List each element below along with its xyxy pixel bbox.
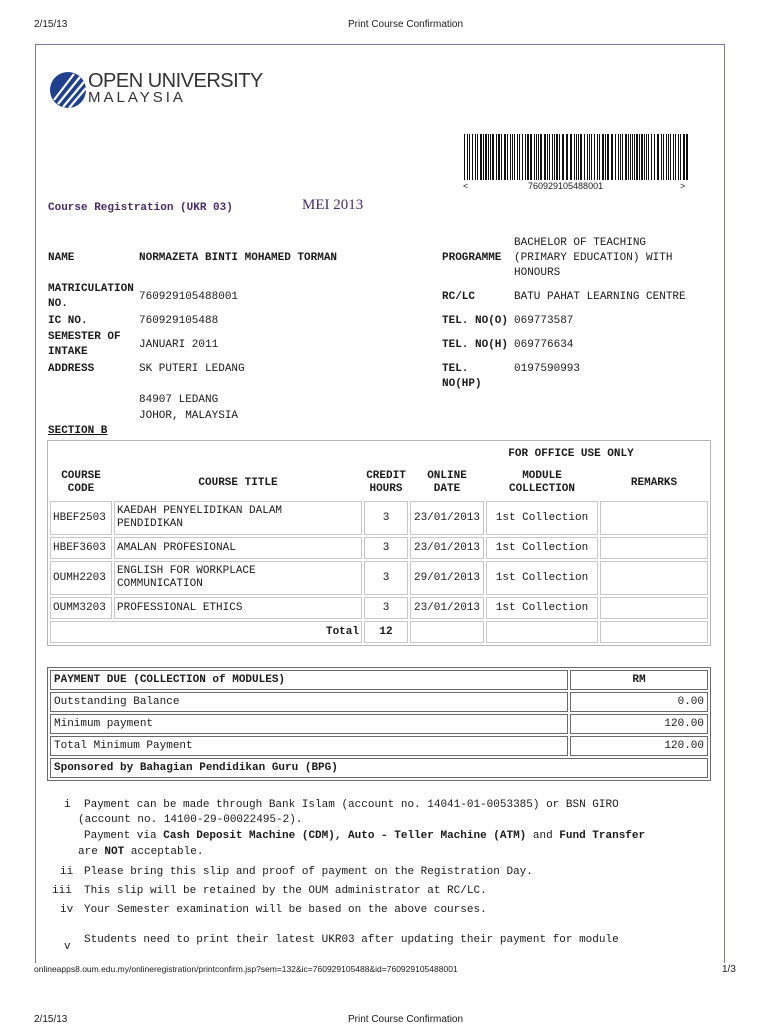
course-title-line-1: ENGLISH FOR WORKPLACE — [117, 565, 256, 577]
semester-label-2: INTAKE — [48, 346, 88, 358]
barcode-bar — [654, 134, 655, 180]
header-credit-1: CREDIT — [366, 470, 406, 482]
barcode-bar — [488, 134, 489, 180]
address-label: ADDRESS — [48, 363, 95, 375]
barcode-bar — [678, 134, 679, 180]
note-i-line3-a: Payment via — [84, 830, 164, 842]
barcode-bar — [648, 134, 649, 180]
table-row — [50, 561, 708, 595]
barcode-bar — [675, 134, 676, 180]
payment-value: 120.00 — [570, 714, 708, 734]
payment-row — [50, 714, 708, 734]
barcode-bar — [483, 134, 484, 180]
form-title: Course Registration (UKR 03) — [48, 202, 233, 214]
semester-value: JANUARI 2011 — [139, 339, 219, 351]
note-i-line4-a: are — [78, 846, 105, 858]
barcode-bar — [602, 134, 604, 180]
course-table — [47, 440, 711, 646]
course-code: OUMM3203 — [50, 597, 112, 619]
programme-value-2: (PRIMARY EDUCATION) WITH — [514, 252, 673, 264]
rclc-label: RC/LC — [442, 291, 476, 303]
note-i-line4 — [78, 845, 203, 859]
note-i-line1: Payment can be made through Bank Islam (account no. 14041-01-0053385) or BSN GIRO — [84, 799, 619, 811]
barcode-bar — [514, 134, 515, 180]
barcode-bar — [504, 134, 506, 180]
header-online-date-2: DATE — [433, 483, 461, 495]
note-i-line4-b: NOT — [104, 846, 125, 858]
course-module: 1st Collection — [486, 561, 598, 595]
barcode-bar — [472, 134, 473, 180]
barcode-bar — [641, 134, 643, 180]
barcode-bar — [544, 134, 546, 180]
barcode-bar — [517, 134, 518, 180]
barcode-bar — [507, 134, 508, 180]
payment-header-row — [50, 670, 708, 690]
course-remarks — [600, 501, 708, 535]
barcode-bar — [670, 134, 671, 180]
next-print-date: 2/15/13 — [34, 1014, 68, 1025]
logo-line1: OPEN UNIVERSITY — [88, 70, 263, 92]
course-code: HBEF3603 — [50, 537, 112, 559]
barcode-bar — [630, 134, 631, 180]
telo-value: 069773587 — [514, 315, 574, 327]
note-ii-text: Please bring this slip and proof of payment on the Registration Day. — [84, 866, 533, 878]
barcode-bar — [663, 134, 664, 180]
next-print-title: Print Course Confirmation — [348, 1014, 464, 1025]
course-credit: 3 — [364, 597, 408, 619]
header-module-1: MODULE — [522, 470, 562, 482]
barcode-bar — [496, 134, 497, 180]
course-online-date: 23/01/2013 — [410, 501, 484, 535]
barcode-bar — [530, 134, 532, 180]
payment-header-label: PAYMENT DUE (COLLECTION of MODULES) — [50, 670, 568, 690]
course-title-line-1: AMALAN PROFESIONAL — [117, 541, 236, 554]
course-remarks — [600, 561, 708, 595]
address-line-1: SK PUTERI LEDANG — [139, 363, 245, 375]
barcode-bar — [554, 134, 555, 180]
barcode-bar — [594, 134, 595, 180]
note-iii-number: iii — [52, 885, 72, 897]
barcode-bar — [475, 134, 476, 180]
barcode-bar — [587, 134, 588, 180]
rclc-value: BATU PAHAT LEARNING CENTRE — [514, 291, 686, 303]
course-module: 1st Collection — [486, 537, 598, 559]
barcode-bar — [628, 134, 629, 180]
course-online-date: 23/01/2013 — [410, 537, 484, 559]
barcode-bar — [611, 134, 613, 180]
barcode-bar — [574, 134, 575, 180]
barcode-bar — [644, 134, 645, 180]
barcode-bar — [559, 134, 560, 180]
barcode-bar — [576, 134, 577, 180]
telh-value: 069776634 — [514, 339, 574, 351]
header-credit-2: HOURS — [369, 483, 403, 495]
telh-label: TEL. NO(H) — [442, 339, 509, 351]
sponsor-text: Sponsored by Bahagian Pendidikan Guru (BPG) — [50, 758, 708, 778]
barcode-bar — [618, 134, 619, 180]
barcode-bar — [549, 134, 550, 180]
barcode-bar — [597, 134, 598, 180]
barcode-bar — [605, 134, 606, 180]
address-line-2: 84907 LEDANG — [139, 394, 219, 406]
matric-label-2: NO. — [48, 298, 68, 310]
course-title-line-1: PROFESSIONAL ETHICS — [117, 601, 243, 614]
note-i-line3-b: Cash Deposit Machine (CDM), Auto - Teller Machine (ATM) — [163, 830, 527, 842]
barcode-bar — [686, 134, 688, 180]
barcode-bar — [580, 134, 582, 180]
telhp-label-2: NO(HP) — [442, 378, 482, 390]
barcode-bar — [584, 134, 585, 180]
print-title: Print Course Confirmation — [348, 19, 464, 30]
barcode-bar — [673, 134, 674, 180]
note-i-number: i — [64, 799, 71, 811]
note-i-line4-c: acceptable. — [124, 846, 204, 858]
ic-value: 760929105488 — [139, 315, 219, 327]
header-course-code-2: CODE — [67, 483, 95, 495]
barcode-bar — [615, 134, 616, 180]
payment-table — [47, 667, 711, 781]
course-online-date: 29/01/2013 — [410, 561, 484, 595]
barcode-bar — [485, 134, 487, 180]
note-v-number: v — [64, 941, 71, 953]
course-online-date: 23/01/2013 — [410, 597, 484, 619]
note-i-line2: (account no. 14100-29-00022495-2). — [78, 814, 303, 826]
telo-label: TEL. NO(O) — [442, 315, 509, 327]
name-label: NAME — [48, 252, 75, 264]
barcode-bar — [646, 134, 647, 180]
barcode-bar — [477, 134, 478, 180]
barcode-bar — [547, 134, 548, 180]
sponsor-row — [50, 758, 708, 778]
barcode-bar — [525, 134, 526, 180]
header-course-title: COURSE TITLE — [198, 476, 278, 489]
barcode-bar — [657, 134, 659, 180]
barcode-bar — [639, 134, 640, 180]
course-credit: 3 — [364, 561, 408, 595]
course-remarks — [600, 597, 708, 619]
barcode-bar — [512, 134, 513, 180]
course-code: OUMH2203 — [50, 561, 112, 595]
barcode-bar — [527, 134, 529, 180]
name-value: NORMAZETA BINTI MOHAMED TORMAN — [139, 252, 338, 264]
barcode-bar — [510, 134, 511, 180]
course-title-line-2: PENDIDIKAN — [117, 518, 184, 530]
barcode-bar — [490, 134, 491, 180]
barcode-bar — [469, 134, 470, 180]
payment-value: 0.00 — [570, 692, 708, 712]
telhp-value: 0197590993 — [514, 363, 581, 375]
header-online-date-1: ONLINE — [427, 470, 467, 482]
print-date: 2/15/13 — [34, 19, 68, 30]
barcode-bar — [589, 134, 590, 180]
barcode-bar — [680, 134, 681, 180]
course-module: 1st Collection — [486, 501, 598, 535]
header-module-2: COLLECTION — [508, 483, 575, 495]
note-iv-number: iv — [60, 904, 74, 916]
office-use-label: FOR OFFICE USE ONLY — [508, 447, 634, 460]
barcode-bar — [464, 134, 465, 180]
note-i-line3 — [84, 829, 645, 843]
course-credit: 3 — [364, 537, 408, 559]
barcode-bar — [632, 134, 633, 180]
barcode-bar — [498, 134, 500, 180]
barcode-bar — [566, 134, 568, 180]
course-title-line-2: COMMUNICATION — [117, 578, 203, 590]
ic-label: IC NO. — [48, 315, 88, 327]
course-code: HBEF2503 — [50, 501, 112, 535]
payment-header-currency: RM — [570, 670, 708, 690]
print-page-number: 1/3 — [722, 964, 736, 975]
barcode-bar — [668, 134, 669, 180]
note-iii-text: This slip will be retained by the OUM administrator at RC/LC. — [84, 885, 487, 897]
barcode-bar — [480, 134, 482, 180]
barcode-bar — [591, 134, 592, 180]
barcode-bar — [492, 134, 494, 180]
barcode-number: 760929105488001 — [528, 181, 604, 191]
barcode-bar — [467, 134, 468, 180]
note-ii-number: ii — [60, 866, 74, 878]
table-row — [50, 501, 708, 535]
programme-value-1: BACHELOR OF TEACHING — [514, 237, 647, 249]
barcode-bar — [578, 134, 579, 180]
course-credit: 3 — [364, 501, 408, 535]
note-iv-text: Your Semester examination will be based on the above courses. — [84, 904, 487, 916]
barcode-bar — [536, 134, 537, 180]
barcode-bar — [661, 134, 662, 180]
barcode-bar — [552, 134, 553, 180]
payment-row — [50, 692, 708, 712]
payment-row — [50, 736, 708, 756]
barcode-bar — [599, 134, 600, 180]
table-row — [50, 597, 708, 619]
telhp-label-1: TEL. — [442, 363, 469, 375]
barcode-bar — [538, 134, 539, 180]
barcode-bar — [620, 134, 621, 180]
barcode-left-mark: < — [463, 181, 469, 191]
barcode-right-mark: > — [680, 181, 686, 191]
payment-label: Minimum payment — [50, 714, 568, 734]
matric-label-1: MATRICULATION — [48, 283, 134, 295]
barcode-bar — [570, 134, 572, 180]
programme-label: PROGRAMME — [442, 252, 502, 264]
semester-title: MEI 2013 — [302, 197, 364, 213]
total-row — [50, 621, 708, 643]
barcode-bar — [519, 134, 520, 180]
barcode-bar — [607, 134, 609, 180]
semester-label-1: SEMESTER OF — [48, 331, 121, 343]
barcode-bar — [666, 134, 667, 180]
barcode-bar — [622, 134, 623, 180]
barcode-bar — [556, 134, 558, 180]
payment-value: 120.00 — [570, 736, 708, 756]
matric-value: 760929105488001 — [139, 291, 239, 303]
barcode-bar — [522, 134, 523, 180]
barcode-bar — [683, 134, 685, 180]
header-remarks: REMARKS — [630, 476, 678, 489]
barcode-bar — [651, 134, 652, 180]
payment-label: Outstanding Balance — [50, 692, 568, 712]
note-v-text: Students need to print their latest UKR03 after updating their payment for module — [84, 934, 619, 946]
address-line-3: JOHOR, MALAYSIA — [139, 410, 239, 422]
barcode-bar — [636, 134, 638, 180]
section-b-label: SECTION B — [48, 425, 108, 437]
barcode-bar — [534, 134, 535, 180]
print-url: onlineapps8.oum.edu.my/onlineregistration/printconfirm.jsp?sem=132&ic=760929105488&id=760929105488001 — [34, 964, 458, 974]
barcode-bar — [625, 134, 627, 180]
note-i-line3-d: Fund Transfer — [559, 830, 646, 842]
payment-label: Total Minimum Payment — [50, 736, 568, 756]
barcode-bar — [501, 134, 502, 180]
note-i-line3-c: and — [526, 830, 560, 842]
programme-value-3: HONOURS — [514, 267, 561, 279]
course-remarks — [600, 537, 708, 559]
barcode-image — [464, 134, 692, 180]
course-title-line-1: KAEDAH PENYELIDIKAN DALAM — [117, 505, 283, 517]
barcode-bar — [540, 134, 542, 180]
total-credit: 12 — [364, 621, 408, 643]
total-label: Total — [50, 621, 362, 643]
table-row — [50, 537, 708, 559]
course-module: 1st Collection — [486, 597, 598, 619]
header-course-code-1: COURSE — [61, 470, 101, 482]
barcode-bar — [562, 134, 564, 180]
logo-line2: MALAYSIA — [88, 89, 186, 106]
oum-logo-icon — [48, 70, 88, 110]
barcode-bar — [634, 134, 635, 180]
